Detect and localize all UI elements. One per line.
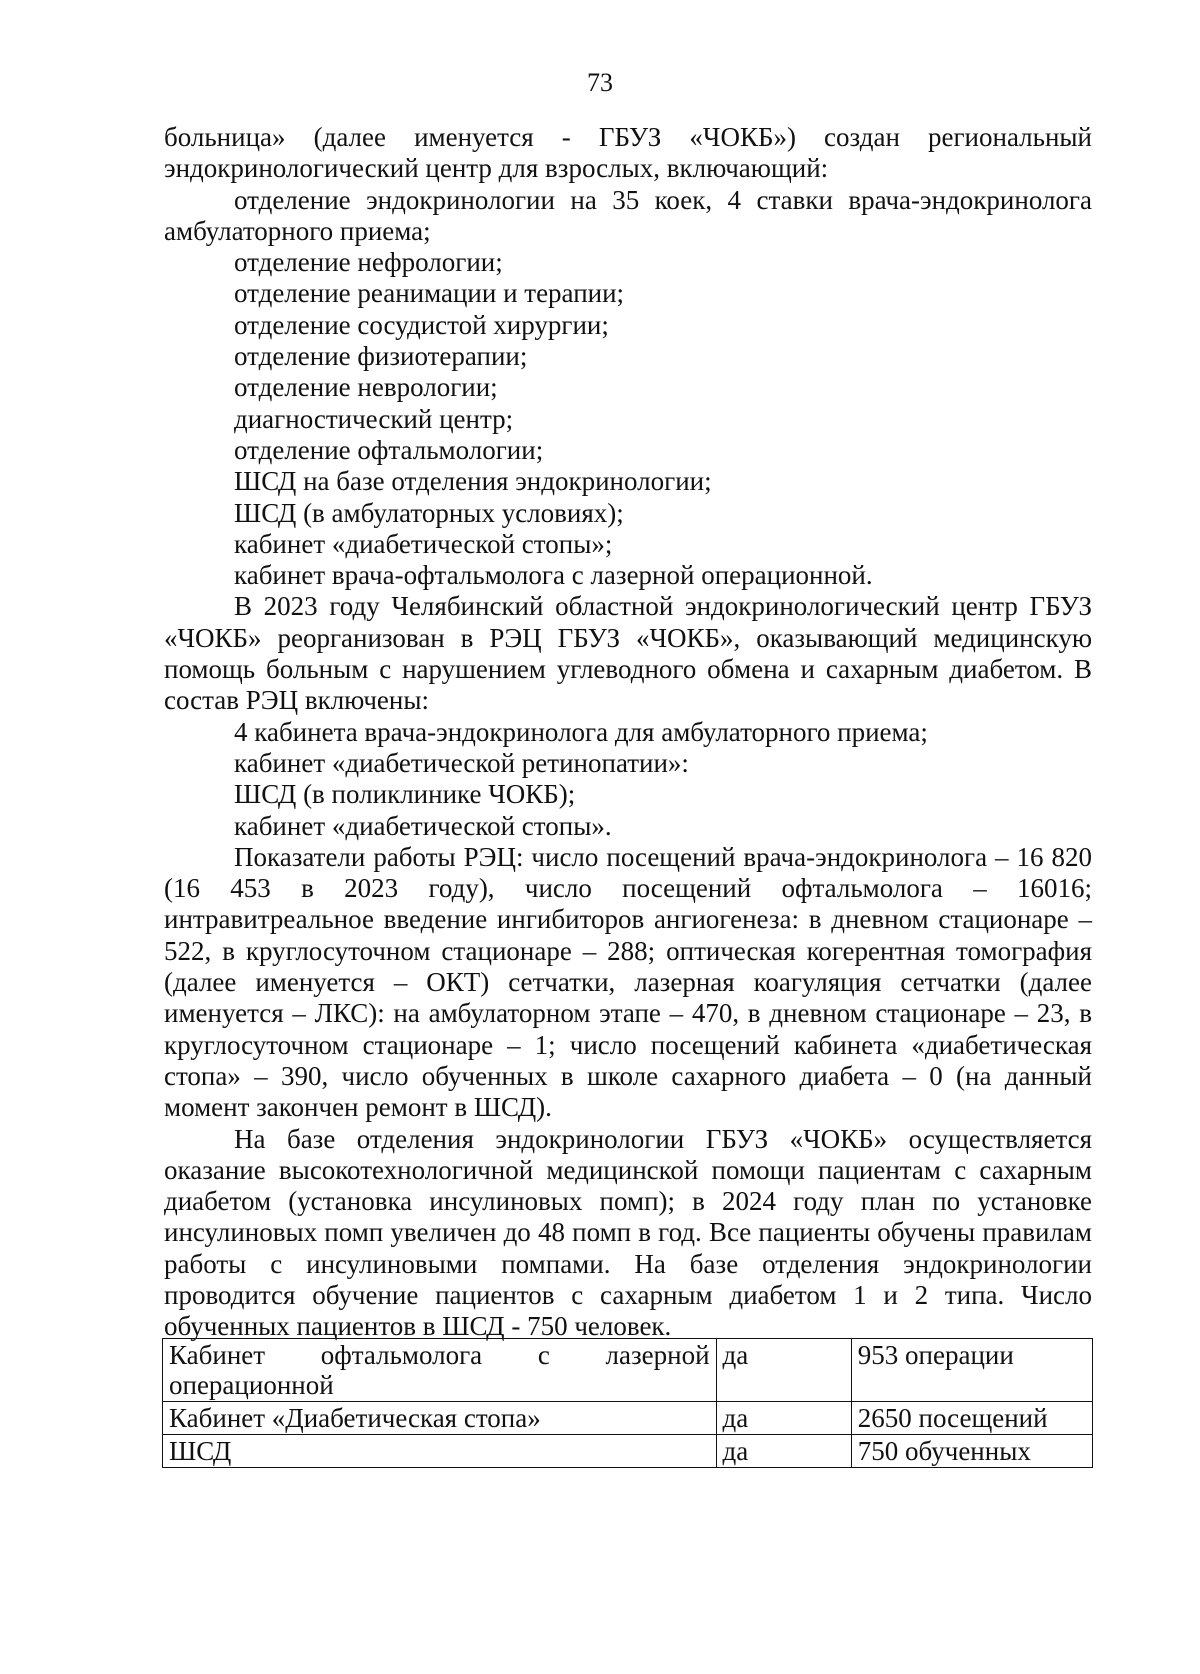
table-cell-value: 953 операции (851, 1339, 1092, 1402)
list-item: ШСД (в амбулаторных условиях); (234, 497, 624, 528)
list-item: отделение сосудистой хирургии; (234, 309, 609, 340)
list-item: диагностический центр; (234, 403, 514, 434)
list-item: кабинет «диабетической ретинопатии»: (234, 747, 689, 778)
paragraph-reorganization: В 2023 году Челябинский областной эндокринологический центр ГБУЗ «ЧОКБ» реорганизован в РЭЦ ГБУЗ «ЧОКБ», оказывающий медицинскую помощь больным с нарушением углеводного обмена и сахарным диабетом. В состав РЭЦ включены: (164, 591, 1092, 716)
table-cell-value: 750 обученных (851, 1435, 1092, 1468)
facilities-table (162, 1338, 1093, 1468)
list-item: кабинет «диабетической стопы»; (234, 528, 613, 559)
list-item: отделение неврологии; (234, 372, 498, 403)
list-item: отделение реанимации и терапии; (234, 278, 625, 309)
paragraph-endocrinology-department: отделение эндокринологии на 35 коек, 4 ставки врача-эндокринолога амбулаторного приема; (164, 184, 1092, 246)
list-item: 4 кабинета врача-эндокринолога для амбулаторного приема; (234, 716, 928, 747)
list-item: кабинет врача-офтальмолога с лазерной операционной. (234, 560, 873, 591)
page-number: 73 (587, 68, 613, 97)
table-row (163, 1339, 1093, 1402)
table-cell-name: Кабинет офтальмолога с лазерной операционной (163, 1339, 717, 1402)
document-body (164, 122, 1092, 1343)
table-cell-status: да (716, 1339, 851, 1402)
list-item: ШСД на базе отделения эндокринологии; (234, 466, 712, 497)
table-row (163, 1402, 1093, 1435)
list-item: отделение физиотерапии; (234, 341, 528, 372)
table-cell-status: да (716, 1435, 851, 1468)
paragraph-performance-indicators: Показатели работы РЭЦ: число посещений врача-эндокринолога – 16 820 (16 453 в 2023 году), число посещений офтальмолога – 16016; интравитреальное введение ингибиторов ангиогенеза: в дневном стационаре – 522, в круглосуточном стационаре – 288; оптическая когерентная томография (далее именуется – ОКТ) сетчатки, лазерная коагуляция сетчатки (далее именуется – ЛКС): на амбулаторном этапе – 470, в дневном стационаре – 23, в круглосуточном стационаре – 1; число посещений кабинета «диабетическая стопа» – 390, число обученных в школе сахарного диабета – 0 (на данный момент закончен ремонт в ШСД). (164, 841, 1092, 1123)
table-cell-status: да (716, 1402, 851, 1435)
paragraph-high-tech-care: На базе отделения эндокринологии ГБУЗ «ЧОКБ» осуществляется оказание высокотехнологичной медицинской помощи пациентам с сахарным диабетом (установка инсулиновых помп); в 2024 году план по установке инсулиновых помп увеличен до 48 помп в год. Все пациенты обучены правилам работы с инсулиновыми помпами. На базе отделения эндокринологии проводится обучение пациентов с сахарным диабетом 1 и 2 типа. Число обученных пациентов в ШСД - 750 человек. (164, 1123, 1092, 1342)
table-cell-value: 2650 посещений (851, 1402, 1092, 1435)
list-item: кабинет «диабетической стопы». (234, 810, 612, 841)
table-cell-name: ШСД (163, 1435, 717, 1468)
list-item: отделение нефрологии; (234, 247, 503, 278)
table-cell-name: Кабинет «Диабетическая стопа» (163, 1402, 717, 1435)
list-item: ШСД (в поликлинике ЧОКБ); (234, 779, 576, 810)
list-item: отделение офтальмологии; (234, 434, 544, 465)
paragraph-intro: больница» (далее именуется - ГБУЗ «ЧОКБ») создан региональный эндокринологический центр для взрослых, включающий: (164, 122, 1092, 184)
table-row (163, 1435, 1093, 1468)
